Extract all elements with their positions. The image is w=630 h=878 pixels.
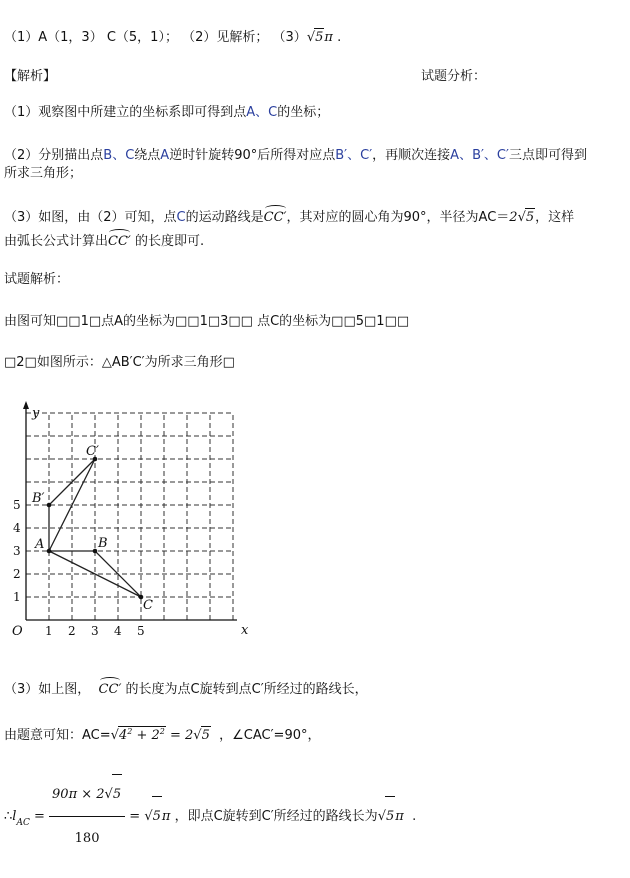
answer-line: （1）A（1，3） C（5，1）； （2）见解析； （3）√5π . [4, 30, 342, 45]
l5-eq1: = [33, 809, 45, 824]
point-label-b1: B′ [32, 491, 45, 506]
p3-line2a: 由弧长公式计算出 [4, 234, 109, 249]
l5-fraction: $\frac{90\pi \times 2√5}{180}$ [49, 774, 125, 859]
x-axis-label: x [241, 623, 249, 638]
y-axis-label: y [32, 406, 40, 421]
y-tick-label: 1 [13, 590, 21, 604]
p1-points: A、C [246, 105, 278, 120]
p2-d: A [160, 148, 170, 163]
analysis-label: 试题分析： [421, 69, 487, 84]
x-tick-label: 4 [114, 624, 122, 638]
y-axis-arrow [23, 401, 29, 409]
answer-pi: π [324, 30, 333, 45]
l5-end: . [412, 809, 417, 824]
coordinate-figure [0, 395, 260, 645]
l4-radical: $4^2 + 2^2$ [118, 726, 166, 746]
solution-line1: 由图可知□□1□点A的坐标为□□1□3□□ 点C的坐标为□□5□1□□ [4, 314, 410, 329]
x-tick-label: 2 [68, 624, 76, 638]
point-label-c1: C′ [86, 444, 99, 459]
sol-line4: 由题意可知：$AC=√4^2 + 2^2 = 2√5$ ，∠CAC′=90°， [4, 726, 321, 746]
solution-line2: □2□如图所示：△AB′C′为所求三角形□ [4, 355, 235, 370]
l5-therefore: ∴ [4, 809, 13, 824]
p3-d: ，其对应的圆心角为90°，半径为AC＝ [286, 210, 510, 225]
analysis-heading: 【解析】 [4, 69, 57, 84]
y-tick-label: 3 [13, 544, 21, 558]
l5-eq2: = [129, 809, 141, 824]
p2-b: B、C [103, 148, 135, 163]
p2-h: A、B′、C′ [450, 148, 509, 163]
p3-line2b: 的长度即可. [135, 234, 205, 249]
point-label-b: B [98, 536, 108, 551]
l5-rad2: 5 [385, 796, 395, 837]
y-tick-label: 4 [13, 521, 21, 535]
answer-part3: （3） [272, 30, 307, 45]
l4-b: ，∠CAC′=90°， [219, 728, 321, 743]
p3-a: （3）如图，由（2）可知，点 [4, 210, 177, 225]
y-tick-label: 2 [13, 567, 21, 581]
analysis-p3: （3）如图，由（2）可知，点C的运动路线是CC′，其对应的圆心角为90°，半径为AC＝2√5，这样 [4, 205, 574, 227]
l4-rad2: 5 [201, 728, 210, 743]
point-label-c: C [143, 598, 153, 613]
p2-f: B′、C′ [335, 148, 373, 163]
p3-b: C [176, 210, 186, 225]
p3-line2-arc: CC′ [108, 229, 131, 251]
sol-line5: $\therefore l_{AC}$ = $\frac{90\pi \times 2√5}{180}$ = √5π ，即点C旋转到C′所经过的路线长为√5π . [4, 774, 416, 859]
l5-lsub: AC [16, 818, 30, 828]
l4-a: 由题意可知：AC= [4, 728, 111, 743]
l5-pi2: π [395, 809, 404, 824]
p2-c: 绕点 [134, 148, 161, 163]
l5-b: ，即点C旋转到C′所经过的路线长为 [174, 809, 378, 824]
point-b1 [47, 503, 52, 508]
p2-g: ，再顺次连接 [372, 148, 451, 163]
solution-label: 试题解析： [4, 272, 70, 287]
analysis-p2 [4, 147, 587, 165]
p3-rad: 5 [525, 210, 535, 225]
p1-text-a: （1）观察图中所建立的坐标系即可得到点 [4, 105, 247, 120]
l3-arc: CC′ [99, 677, 122, 699]
answer-radicand: 5 [315, 30, 324, 45]
answer-part1: （1）A（1，3） C（5，1）； [4, 30, 178, 45]
y-tick-label: 5 [13, 498, 21, 512]
p3-c: 的运动路线是 [185, 210, 264, 225]
tick-labels [13, 498, 145, 638]
point-label-a: A [35, 537, 45, 552]
point-b [93, 549, 98, 554]
p2-e: 逆时针旋转90°后所得对应点 [169, 148, 336, 163]
sol-line3 [4, 677, 368, 699]
analysis-p2-line2: 所求三角形； [4, 166, 83, 181]
answer-part2: （2）见解析； [182, 30, 269, 45]
p2-a: （2）分别描出点 [4, 148, 104, 163]
analysis-p3-line2 [4, 229, 204, 251]
l5-l: l [12, 809, 17, 824]
x-tick-label: 5 [137, 624, 145, 638]
answer-end: . [337, 30, 342, 45]
p3-arc: CC′ [264, 205, 287, 227]
p2-i: 三点即可得到 [508, 148, 587, 163]
point-a [47, 549, 52, 554]
l5-rad: 5 [152, 796, 162, 837]
l5-pi: π [161, 809, 171, 824]
axes [12, 401, 249, 639]
analysis-p1 [4, 104, 329, 122]
l4-eq: = 2 [165, 728, 194, 743]
x-tick-label: 3 [91, 624, 99, 638]
p3-e: ，这样 [535, 210, 575, 225]
l3-a: （3）如上图， [4, 682, 91, 697]
x-tick-label: 1 [45, 624, 53, 638]
p1-text-c: 的坐标； [277, 105, 330, 120]
grid-lines [26, 413, 233, 620]
origin-label: O [12, 624, 23, 639]
p3-d2: 2 [509, 210, 518, 225]
l3-b: 的长度为点C旋转到点C′所经过的路线长， [125, 682, 368, 697]
